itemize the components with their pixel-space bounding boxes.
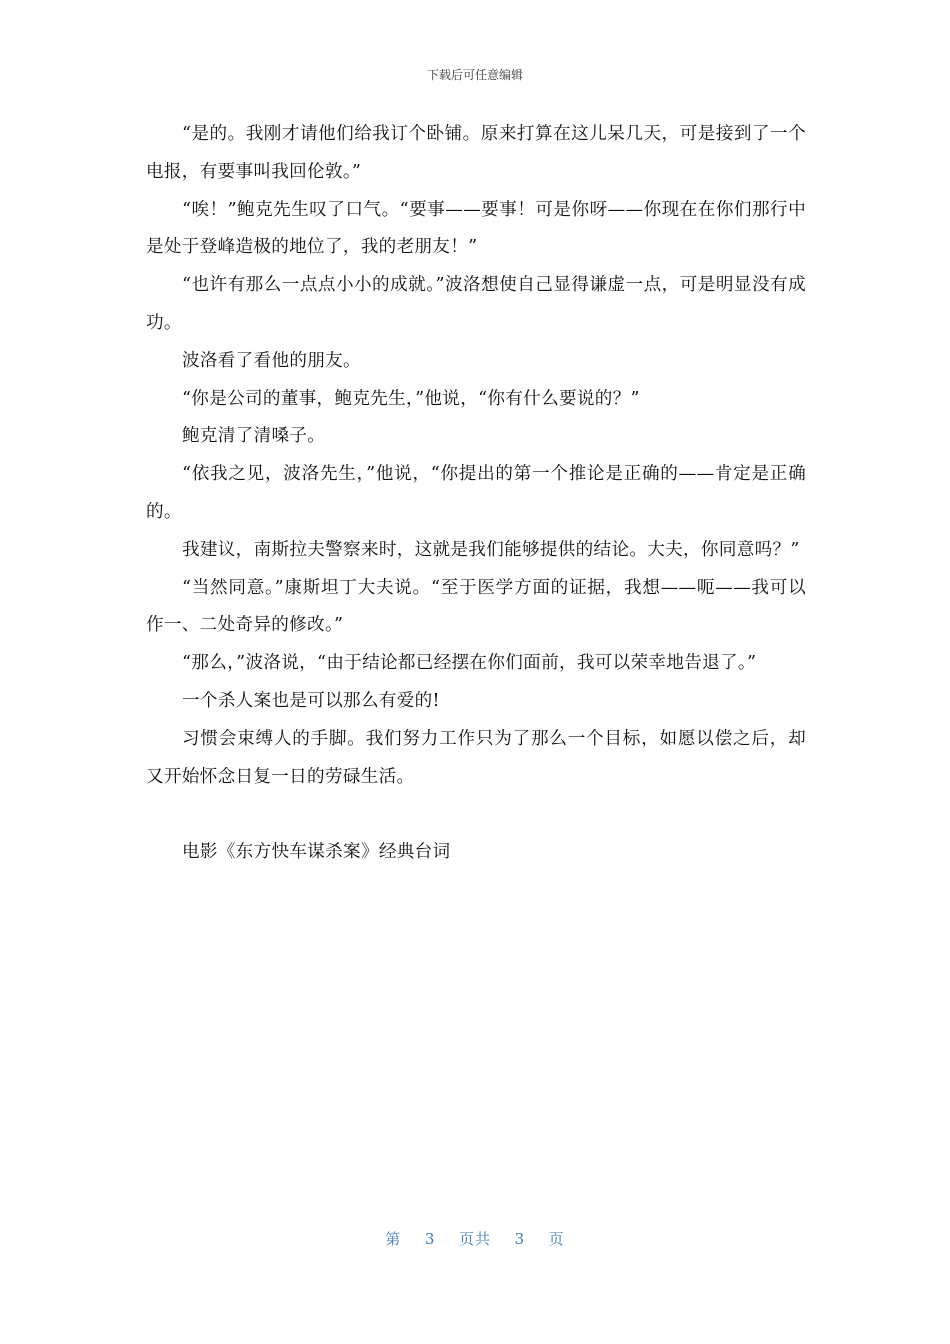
paragraph: “也许有那么一点点小小的成就。”波洛想使自己显得谦虚一点，可是明显没有成功。 xyxy=(146,275,806,333)
paragraph: 我建议，南斯拉夫警察来时，这就是我们能够提供的结论。大夫，你同意吗？” xyxy=(182,539,800,560)
section-title: 电影《东方快车谋杀案》经典台词 xyxy=(182,842,451,863)
paragraph: 习惯会束缚人的手脚。我们努力工作只为了那么一个目标，如愿以偿之后，却又开始怀念日复一日的劳碌生活。 xyxy=(146,728,806,787)
paragraph: 一个杀人案也是可以那么有爱的! xyxy=(182,690,440,711)
paragraph: “是的。我刚才请他们给我订个卧铺。原来打算在这儿呆几天，可是接到了一个电报，有要事叫我回伦敦。” xyxy=(146,124,806,182)
body-text xyxy=(146,116,806,872)
paragraph: “那么，”波洛说，“由于结论都已经摆在你们面前，我可以荣幸地告退了。” xyxy=(182,653,757,674)
paragraph: “唉！”鲍克先生叹了口气。“要事——要事！可是你呀——你现在在你们那行中是处于登峰造极的地位了，我的老朋友！” xyxy=(146,199,806,258)
paragraph: 鲍克清了清嗓子。 xyxy=(182,426,326,447)
footer-current-page: 3 xyxy=(424,1230,436,1248)
footer-total-pages: 3 xyxy=(514,1230,526,1248)
footer-middle: 页共 xyxy=(458,1230,491,1248)
page-footer xyxy=(0,1228,950,1249)
footer-suffix: 页 xyxy=(548,1230,565,1248)
page-header: 下载后可任意编辑 xyxy=(426,68,523,82)
paragraph: “依我之见，波洛先生，”他说，“你提出的第一个推论是正确的——肯定是正确的。 xyxy=(146,464,806,522)
footer-prefix: 第 xyxy=(385,1230,402,1248)
paragraph: 波洛看了看他的朋友。 xyxy=(182,350,361,371)
paragraph: “当然同意。”康斯坦丁大夫说。“至于医学方面的证据，我想——呃——我可以作一、二处奇异的修改。” xyxy=(146,577,806,636)
paragraph: “你是公司的董事，鲍克先生，”他说，“你有什么要说的？” xyxy=(182,388,640,409)
